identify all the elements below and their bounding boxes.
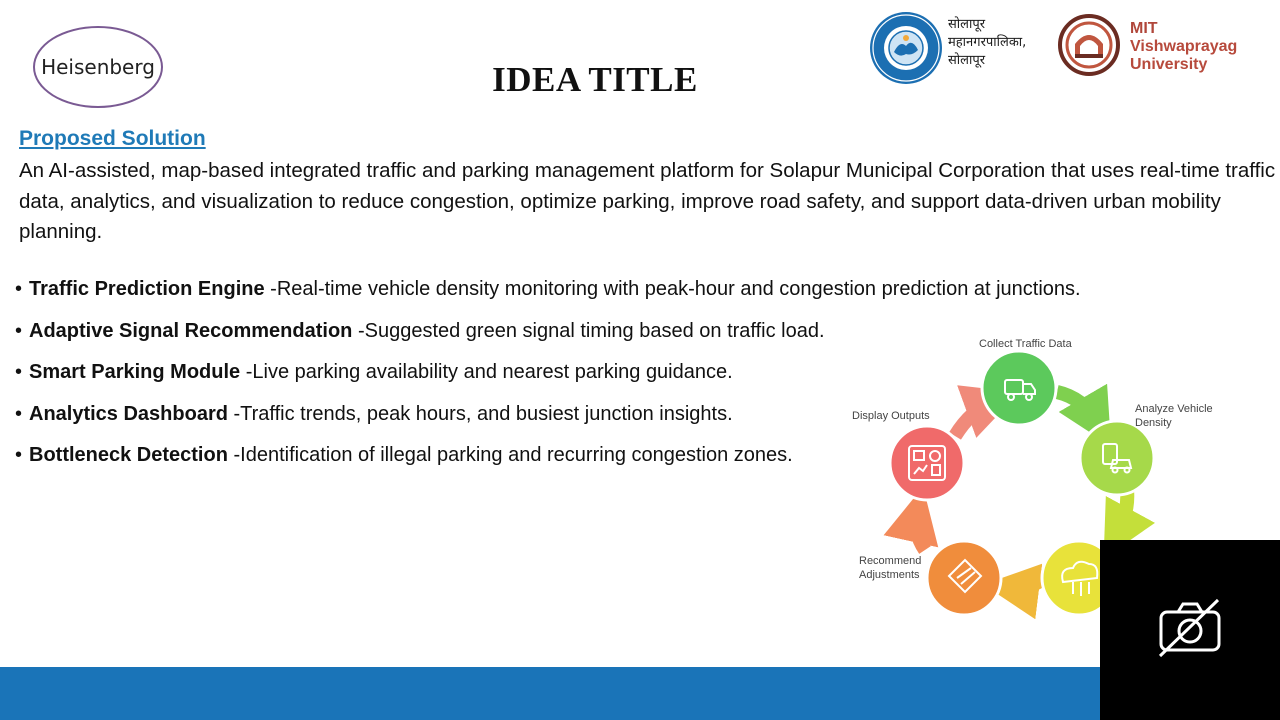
smc-logo (868, 10, 1048, 86)
cycle-arrow (916, 514, 925, 550)
cycle-arrow (1011, 578, 1045, 588)
feature-name: Traffic Prediction Engine (29, 278, 265, 300)
bullet-icon: • (15, 444, 23, 466)
feature-desc: -Suggested green signal timing based on traffic load. (352, 319, 825, 342)
cycle-step-analyze (1080, 421, 1154, 495)
footer-bar (0, 667, 1280, 720)
mit-wordmark (1130, 20, 1237, 74)
slide-title: IDEA TITLE (492, 60, 698, 99)
camera-off-panel (1100, 540, 1280, 720)
smc-name-line: सोलापूर (948, 53, 986, 68)
bullet-icon: • (15, 319, 23, 342)
feature-desc: -Live parking availability and nearest parking guidance. (240, 361, 733, 383)
feature-desc: -Real-time vehicle density monitoring with peak-hour and congestion prediction at junctions. (264, 278, 1081, 300)
mit-emblem-icon (1058, 14, 1120, 76)
solution-description: An AI-assisted, map-based integrated traffic and parking management platform for Solapur Municipal Corporation that uses real-time traffic data, analytics, and visualization to reduce congestion, optimize parking, improve road safety, and support data-driven urban mobility planning. (19, 159, 1276, 243)
bullet-icon: • (15, 278, 23, 300)
cycle-label-recommend: Recommend Adjustments (859, 555, 922, 581)
smc-seal-icon (868, 10, 944, 86)
smc-name-line: महानगरपालिका, (948, 35, 1027, 50)
mit-line: University (1130, 56, 1208, 73)
feature-name: Adaptive Signal Recommendation (29, 319, 353, 342)
cycle-label-collect: Collect Traffic Data (979, 338, 1072, 350)
smc-name (948, 16, 1048, 70)
bullet-icon: • (15, 402, 23, 425)
feature-desc: -Traffic trends, peak hours, and busiest junction insights. (227, 402, 733, 425)
cycle-step-collect (982, 351, 1056, 425)
feature-name: Analytics Dashboard (29, 402, 228, 425)
cycle-arrow (1117, 490, 1127, 534)
mit-line: Vishwaprayag (1130, 38, 1238, 55)
bullet-icon: • (15, 361, 23, 383)
cycle-label-analyze: Analyze Vehicle Density (1135, 403, 1213, 429)
feature-item (15, 276, 1215, 318)
team-name: Heisenberg (41, 55, 155, 79)
proposed-solution-heading: Proposed Solution (19, 127, 206, 150)
cycle-label-display: Display Outputs (852, 410, 930, 422)
feature-name: Smart Parking Module (29, 361, 241, 383)
feature-desc: -Identification of illegal parking and recurring congestion zones. (227, 444, 793, 466)
mit-logo (1058, 14, 1258, 78)
cycle-arrow (1057, 392, 1097, 422)
mit-line: MIT (1130, 20, 1158, 37)
feature-name: Bottleneck Detection (29, 444, 228, 466)
team-name-oval (33, 26, 163, 108)
camera-off-icon (1156, 598, 1224, 660)
cycle-step-display (890, 426, 964, 500)
smc-name-line: सोलापूर (948, 17, 986, 32)
